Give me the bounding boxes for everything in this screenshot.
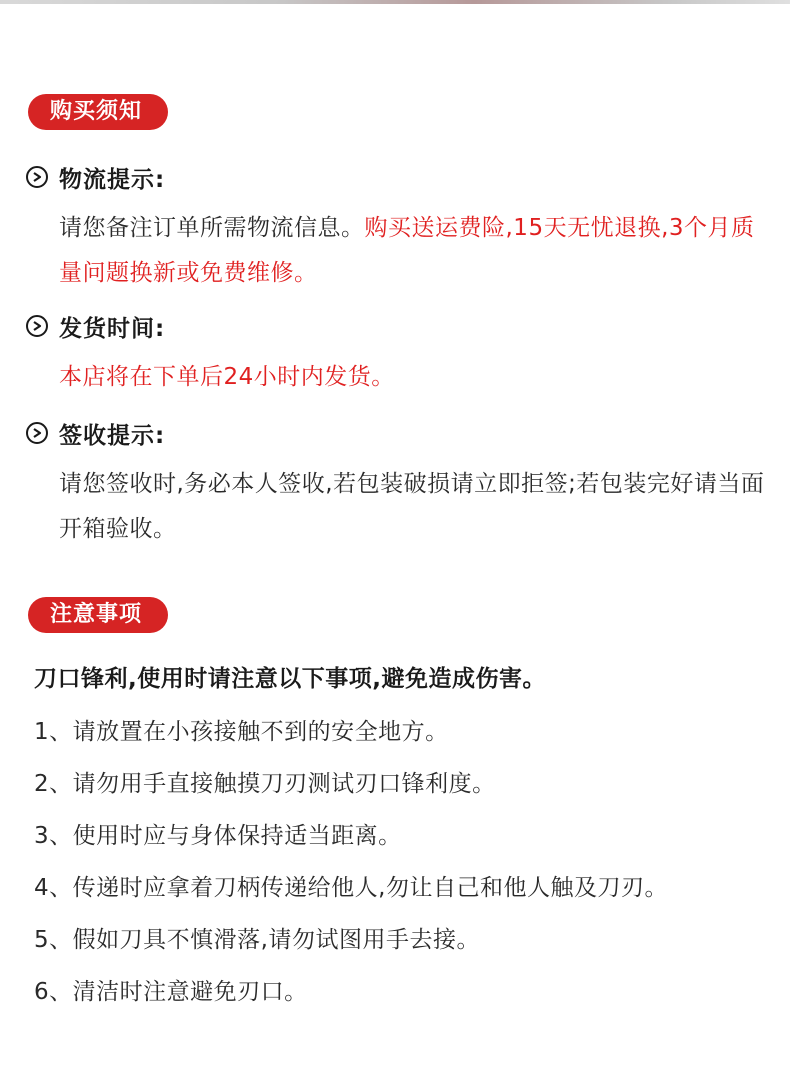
receipt-tip-title: 签收提示: (59, 422, 166, 449)
logistics-tip-header (26, 160, 776, 194)
shipping-time-title: 发货时间: (59, 315, 166, 342)
precautions-list (34, 706, 668, 1018)
receipt-tip-header (26, 416, 776, 450)
circled-arrow-right-icon (26, 315, 48, 337)
top-divider (0, 0, 790, 4)
list-item: 1、请放置在小孩接触不到的安全地方。 (34, 719, 449, 745)
receipt-tip-body: 请您签收时,务必本人签收,若包装破损请立即拒签;若包装完好请当面开箱验收。 (59, 471, 765, 542)
logistics-tip-highlight: 购买送运费险,15天无忧退换,3个月质量问题换新或免费维修。 (59, 215, 755, 286)
circled-arrow-right-icon (26, 166, 48, 188)
list-item: 3、使用时应与身体保持适当距离。 (34, 823, 402, 849)
precautions-tag: 注意事项 (28, 597, 168, 633)
shipping-time-header (26, 309, 776, 343)
shipping-time-block (26, 309, 776, 400)
logistics-tip-text: 请您备注订单所需物流信息。 (59, 215, 365, 241)
list-item: 2、请勿用手直接触摸刀刃测试刃口锋利度。 (34, 771, 496, 797)
circled-arrow-right-icon (26, 422, 48, 444)
shipping-time-highlight: 本店将在下单后24小时内发货。 (59, 364, 395, 390)
logistics-tip-block (26, 160, 776, 296)
shipping-time-body (59, 355, 776, 400)
purchase-notice-tag: 购买须知 (28, 94, 168, 130)
logistics-tip-title: 物流提示: (59, 166, 166, 193)
list-item: 6、清洁时注意避免刃口。 (34, 979, 308, 1005)
list-item: 4、传递时应拿着刀柄传递给他人,勿让自己和他人触及刀刃。 (34, 875, 668, 901)
receipt-tip-block (26, 416, 776, 552)
logistics-tip-body (59, 206, 776, 296)
precautions-lead: 刀口锋利,使用时请注意以下事项,避免造成伤害。 (34, 666, 546, 692)
list-item: 5、假如刀具不慎滑落,请勿试图用手去接。 (34, 927, 480, 953)
